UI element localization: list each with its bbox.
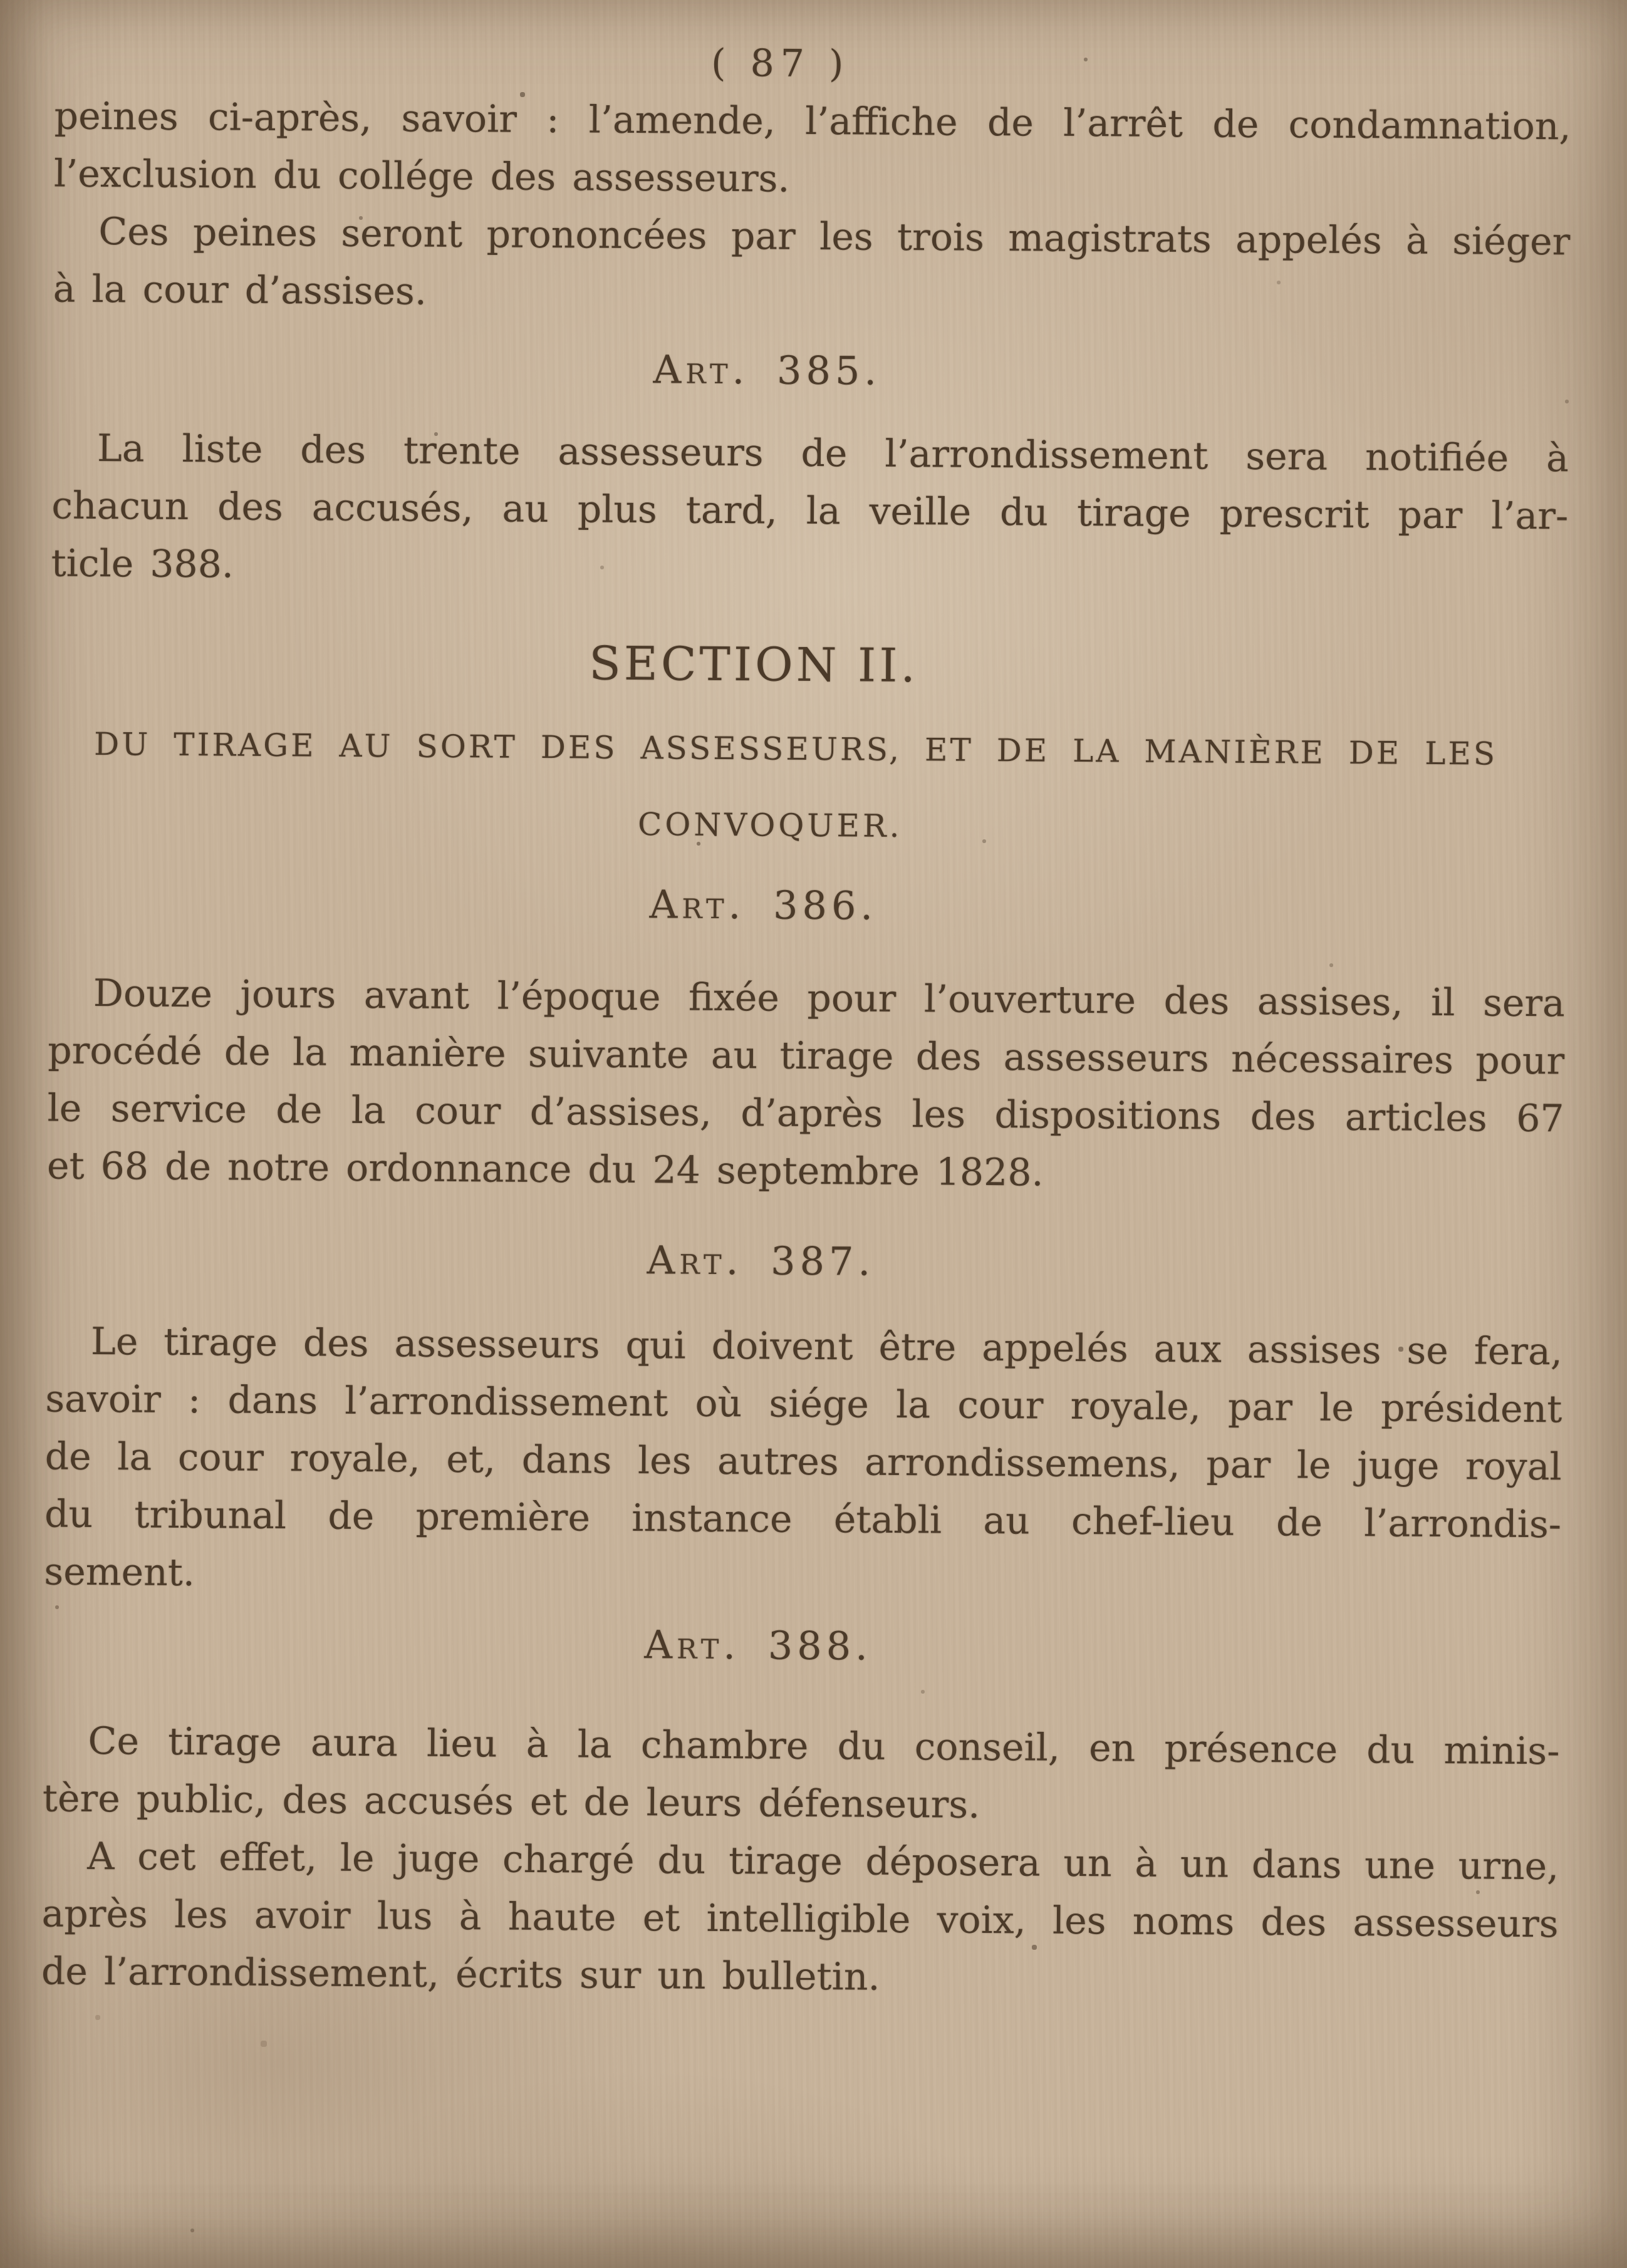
text-line: peines ci-après, savoir : l’amende, l’affiche de l’arrêt de condamnation,: [54, 94, 1571, 149]
page-number: ( 87 ): [710, 41, 850, 86]
section-heading: SECTION II.: [588, 636, 919, 693]
paragraph: [44, 1312, 1562, 1611]
paragraph-continuation: [54, 88, 1571, 214]
article-heading-387: Art. 387.: [647, 1237, 875, 1285]
text-line: ticle 388.: [51, 541, 234, 587]
text-line: Ce tirage aura lieu à la chambre du conseil, en présence du minis-: [88, 1719, 1560, 1774]
paragraph: [41, 1827, 1559, 2011]
text-line: de la cour royale, et, dans les autres arrondissemens, par le juge royal: [44, 1434, 1562, 1489]
text-line: savoir : dans l’arrondissement où siége la cour royale, par le président: [45, 1377, 1562, 1432]
text-line: La liste des trente assesseurs de l’arrondissement sera notifiée à: [96, 427, 1569, 481]
text-line: procédé de la manière suivante au tirage des assesseurs nécessaires pour: [48, 1028, 1565, 1084]
text-line: l’exclusion du collége des assesseurs.: [53, 152, 790, 201]
text-line: A cet effet, le juge chargé du tirage déposera un à un dans une urne,: [87, 1834, 1559, 1889]
text-line: du tribunal de première instance établi au chef-lieu de l’arrondis-: [44, 1492, 1562, 1547]
text-line: à la cour d’assises.: [53, 267, 427, 314]
text-line: Ces peines seront prononcées par les trois magistrats appelés à siéger: [98, 210, 1571, 264]
text-line: le service de la cour d’assises, d’après les dispositions des articles 67: [47, 1086, 1564, 1141]
paragraph: [43, 1712, 1560, 1838]
text-line: sement.: [44, 1550, 195, 1595]
text-line: de l’arrondissement, écrits sur un bulletin.: [41, 1949, 880, 1999]
article-heading-385: Art. 385.: [653, 346, 881, 394]
text-line: Le tirage des assesseurs qui doivent être appelés aux assises se fera,: [90, 1320, 1563, 1374]
text-line: après les avoir lus à haute et intelligible voix, les noms des assesseurs: [41, 1892, 1559, 1947]
paragraph: [47, 965, 1566, 1206]
text-line: tère public, des accusés et de leurs défenseurs.: [42, 1776, 980, 1827]
paragraph: [53, 203, 1570, 329]
article-heading-386: Art. 386.: [649, 881, 878, 929]
paragraph: [51, 420, 1569, 603]
section-subtitle-line-1: DU TIRAGE AU SORT DES ASSESSEURS, ET DE LA MANIÈRE DE LES: [93, 726, 1498, 772]
text-line: chacun des accusés, au plus tard, la veille du tirage prescrit par l’ar-: [51, 484, 1569, 539]
article-heading-388: Art. 388.: [644, 1622, 873, 1669]
text-line: et 68 de notre ordonnance du 24 septembre 1828.: [46, 1144, 1044, 1195]
text-line: Douze jours avant l’époque fixée pour l’ouverture des assises, il sera: [93, 971, 1566, 1026]
section-subtitle-line-2: CONVOQUER.: [637, 806, 903, 845]
